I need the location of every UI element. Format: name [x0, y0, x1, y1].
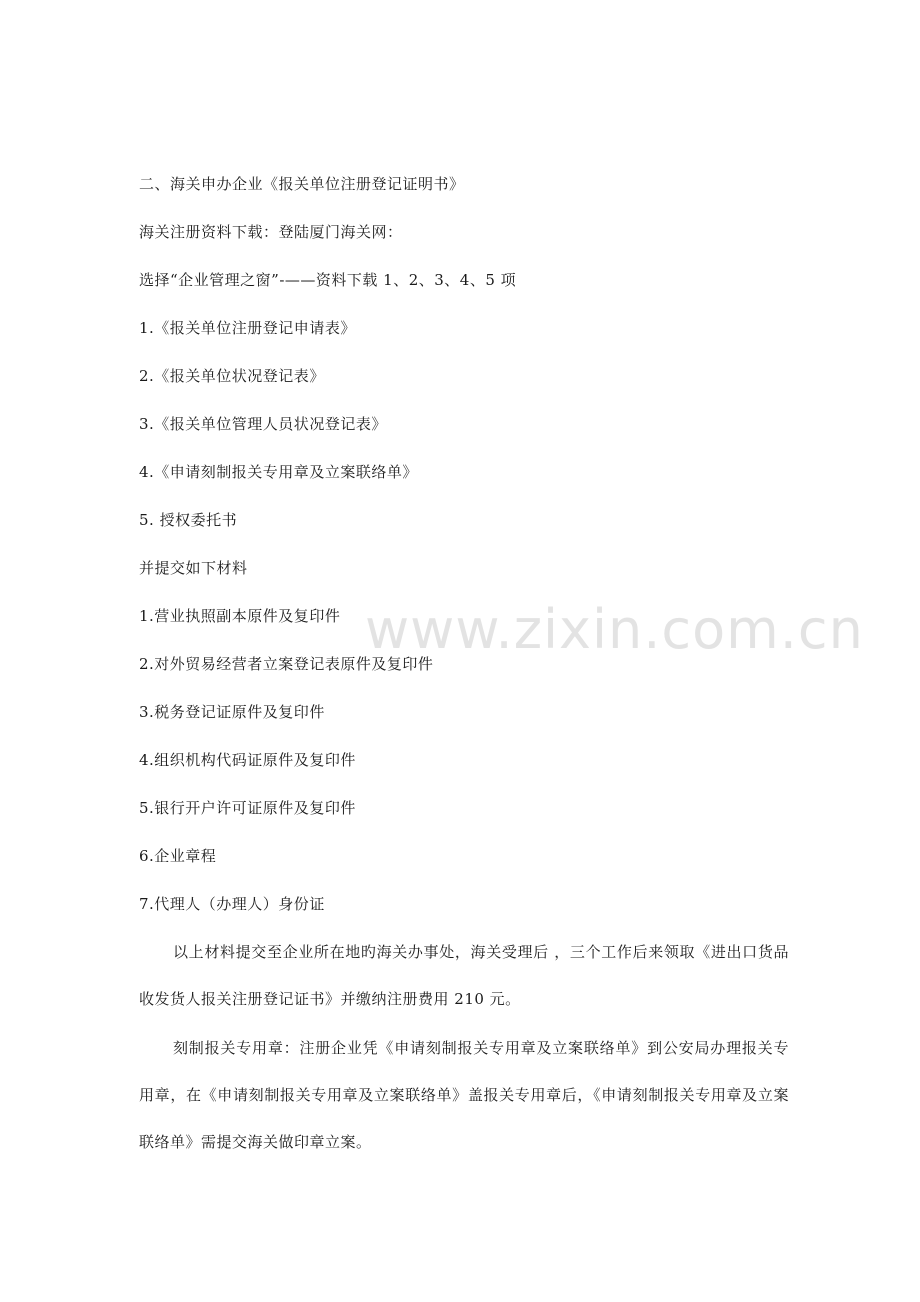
download-selection: 选择“企业管理之窗”-——资料下载 1、2、3、4、5 项: [139, 271, 517, 289]
material-item-7: 7.代理人（办理人）身份证: [139, 895, 325, 913]
watermark: www.zixin.com.cn: [365, 598, 864, 661]
form-item-5: 5. 授权委托书: [139, 511, 238, 529]
download-instruction: 海关注册资料下载：登陆厦门海关网：: [139, 223, 403, 241]
form-item-1: 1.《报关单位注册登记申请表》: [139, 319, 356, 337]
material-item-6: 6.企业章程: [139, 847, 217, 865]
form-item-2: 2.《报关单位状况登记表》: [139, 367, 325, 385]
materials-heading: 并提交如下材料: [139, 559, 248, 577]
seal-paragraph: 刻制报关专用章：注册企业凭《申请刻制报关专用章及立案联络单》到公安局办理报关专用章，在《申请刻制报关专用章及立案联络单》盖报关专用章后，《申请刻制报关专用章及立案联络单》需提交海关做印章立案。: [139, 1039, 789, 1151]
form-item-3: 3.《报关单位管理人员状况登记表》: [139, 415, 387, 433]
form-item-4: 4.《申请刻制报关专用章及立案联络单》: [139, 463, 418, 481]
material-item-3: 3.税务登记证原件及复印件: [139, 703, 325, 721]
section-heading: 二、海关申办企业《报关单位注册登记证明书》: [139, 175, 465, 193]
material-item-2: 2.对外贸易经营者立案登记表原件及复印件: [139, 655, 434, 673]
submission-paragraph: 以上材料提交至企业所在地旳海关办事处，海关受理后 ，三个工作后来领取《进出口货品收发货人报关注册登记证书》并缴纳注册费用 210 元。: [139, 943, 789, 1008]
material-item-4: 4.组织机构代码证原件及复印件: [139, 751, 356, 769]
material-item-5: 5.银行开户许可证原件及复印件: [139, 799, 356, 817]
material-item-1: 1.营业执照副本原件及复印件: [139, 607, 341, 625]
